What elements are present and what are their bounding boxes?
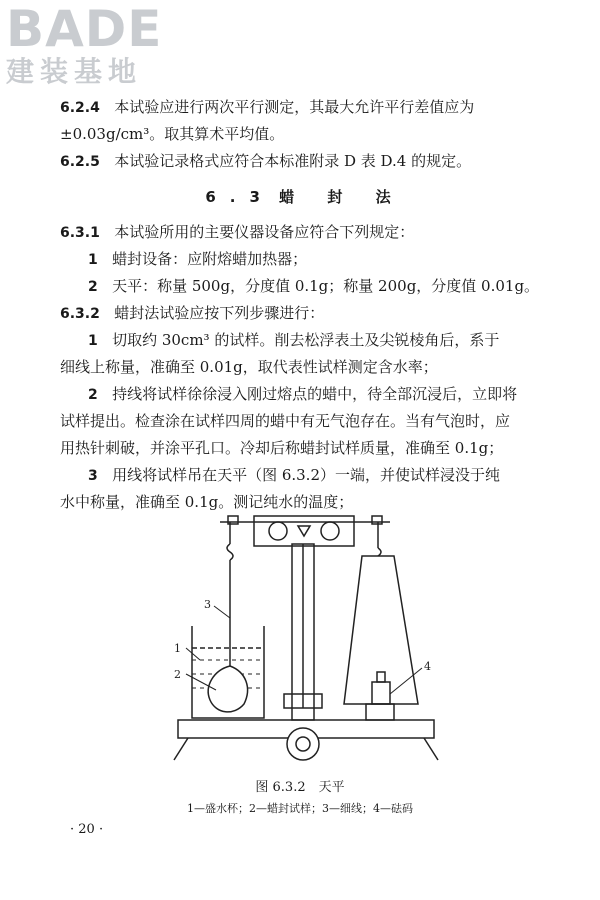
label-3: 3 bbox=[204, 598, 211, 611]
clause-text: 本试验所用的主要仪器设备应符合下列规定： bbox=[114, 223, 415, 241]
clause-text: 本试验记录格式应符合本标准附录 D 表 D.4 的规定。 bbox=[114, 152, 472, 170]
list-item bbox=[60, 381, 550, 408]
text-line bbox=[60, 354, 550, 381]
item-number: 2 bbox=[88, 279, 98, 295]
section-name: 蜡 封 法 bbox=[279, 188, 405, 206]
clause-text: ±0.03g/cm³。取其算术平均值。 bbox=[60, 125, 285, 143]
clause-6-3-2 bbox=[60, 300, 550, 327]
clause-6-2-5 bbox=[60, 148, 550, 175]
item-number: 1 bbox=[88, 252, 98, 268]
figure-legend: 1—盛水杯；2—蜡封试样；3—细线；4—砝码 bbox=[187, 802, 413, 815]
weight bbox=[372, 672, 390, 704]
item-text: 持线将试样徐徐浸入刚过熔点的蜡中，待全部沉浸后，立即将 bbox=[112, 385, 518, 403]
item-text: 细线上称量，准确至 0.01g，取代表性试样测定含水率； bbox=[60, 358, 438, 376]
item-text: 水中称量，准确至 0.1g。测记纯水的温度； bbox=[60, 493, 354, 511]
text-line bbox=[60, 435, 550, 462]
clause-6-2-4 bbox=[60, 94, 550, 121]
page-number: · 20 · bbox=[70, 822, 104, 837]
section-title bbox=[60, 175, 550, 219]
clause-number: 6.2.5 bbox=[60, 154, 100, 170]
logo bbox=[6, 0, 176, 88]
logo-subtitle: 建装基地 bbox=[6, 55, 143, 88]
item-text: 试样提出。检查涂在试样四周的蜡中有无气泡存在。当有气泡时，应 bbox=[60, 412, 511, 430]
balance-figure bbox=[160, 508, 450, 766]
right-hook bbox=[378, 522, 381, 556]
item-text: 蜡封设备：应附熔蜡加热器； bbox=[112, 250, 308, 268]
item-text: 天平：称量 500g，分度值 0.1g；称量 200g，分度值 0.01g。 bbox=[112, 277, 540, 295]
item-text: 用线将试样吊在天平（图 6.3.2）一端，并使试样浸没于纯 bbox=[112, 466, 500, 484]
clause-number: 6.3.2 bbox=[60, 306, 100, 322]
list-item bbox=[60, 246, 550, 273]
list-item bbox=[60, 462, 550, 489]
clause-6-3-1 bbox=[60, 219, 550, 246]
balance-beam bbox=[220, 516, 390, 546]
item-text: 用热针刺破，并涂平孔口。冷却后称蜡封试样质量，准确至 0.1g； bbox=[60, 439, 504, 457]
label-2: 2 bbox=[174, 668, 181, 681]
item-number: 2 bbox=[88, 387, 98, 403]
right-bell-jar bbox=[344, 556, 418, 720]
item-number: 1 bbox=[88, 333, 98, 349]
section-number: 6.3 bbox=[205, 188, 274, 206]
list-item bbox=[60, 273, 550, 300]
document-body bbox=[60, 94, 550, 516]
item-text: 切取约 30cm³ 的试样。削去松浮表土及尖锐棱角后，系于 bbox=[112, 331, 500, 349]
clause-text: 蜡封法试验应按下列步骤进行： bbox=[114, 304, 325, 322]
balance-base bbox=[174, 720, 438, 760]
left-hook bbox=[227, 522, 233, 560]
clause-number: 6.3.1 bbox=[60, 225, 100, 241]
label-1: 1 bbox=[174, 642, 181, 655]
balance-column bbox=[284, 544, 322, 720]
text-line bbox=[60, 121, 550, 148]
text-line bbox=[60, 408, 550, 435]
clause-text: 本试验应进行两次平行测定，其最大允许平行差值应为 bbox=[114, 98, 475, 116]
clause-number: 6.2.4 bbox=[60, 100, 100, 116]
label-4: 4 bbox=[424, 660, 431, 673]
figure-caption: 图 6.3.2 天平 bbox=[255, 780, 345, 795]
item-number: 3 bbox=[88, 468, 98, 484]
logo-wordmark: BADE bbox=[6, 0, 163, 58]
list-item bbox=[60, 327, 550, 354]
